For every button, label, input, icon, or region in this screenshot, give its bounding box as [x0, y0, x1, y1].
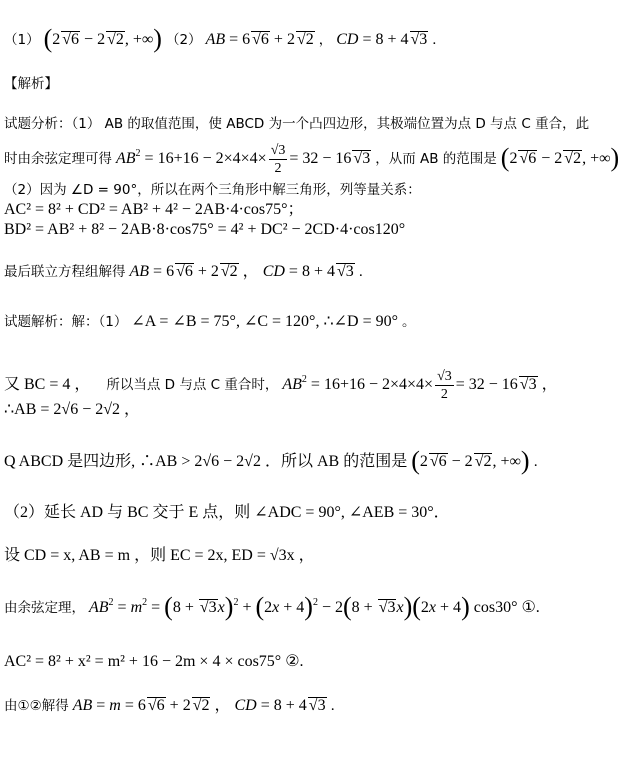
analysis-line-6: 最后联立方程组解得 AB = 6√ 6 + 2√ 2 ， CD = 8 + 4√ 3 ．: [4, 262, 372, 282]
solution-line-6: 设 CD = x, AB = m ，则 EC = 2x, ED = √3x ，: [4, 547, 315, 564]
solution-line-5: （2）延长 AD 与 BC 交于 E 点，则 ∠ADC = 90°, ∠AEB = 30°．: [4, 504, 450, 521]
solution-line-4: Q ABCD 是四边形, ∴AB > 2√6 − 2√2 ．所以 AB 的范围是 (2√ 6 − 2√ 2, +∞) ．: [4, 452, 547, 472]
solution-line-3: ∴AB = 2√6 − 2√2 ，: [4, 401, 141, 418]
fraction: $\frac{√3}{2}$: [270, 143, 286, 176]
section-heading: 【解析】: [4, 76, 58, 92]
sep: ，: [318, 32, 333, 48]
answer-end: ．: [432, 32, 446, 48]
answer-line: （1） (2√ 6 − 2√ 2, +∞) （2） AB = 6√ 6 + 2√ 2 ， CD = 8 + 4√ 3 ．: [4, 30, 446, 50]
analysis-line-5: BD² = AB² + 8² − 2AB·8·cos75° = 4² + DC² − 2CD·4·cos120°: [4, 221, 406, 238]
solution-line-8: AC² = 8² + x² = m² + 16 − 2m × 4 × cos75° ②.: [4, 653, 304, 670]
part1-label: （1）: [4, 32, 40, 48]
analysis-line-3: （2）因为 ∠D = 90°，所以在两个三角形中解三角形，列等量关系：: [4, 182, 421, 198]
part1-interval: (2√ 6 − 2√ 2, +∞): [44, 31, 162, 48]
solution-line-9: 由①②解得 AB = m = 6√ 6 + 2√ 2 ， CD = 8 + 4√ 3 ．: [4, 696, 344, 716]
analysis-line-1: 试题分析：（1） AB 的取值范围，使 ABCD 为一个凸四边形，其极端位置为点 D 与点 C 重合，此: [4, 116, 590, 132]
ab-answer: AB: [205, 31, 226, 48]
part2-label: （2）: [165, 32, 202, 48]
solution-line-1: 试题解析：解：（1） ∠A = ∠B = 75°, ∠C = 120°, ∴∠D = 90° 。: [4, 313, 416, 330]
solution-line-2: 又 BC = 4 ， 所以当点 D 与点 C 重合时， $AB^2 = 16+16 - 2\times 4\times 4\times$ $\frac{√3}{2}$ = 32 − 16√ 3 ，: [4, 368, 558, 403]
analysis-line-4: AC² = 8² + CD² = AB² + 4² − 2AB·4·cos75°；: [4, 201, 304, 218]
solution-line-7: 由余弦定理， $AB^2 = m^2 = (8$ + √ $3x)^2 + (2x + 4)^2 - 2(8$ + √ 3x)(2x + 4) cos30° ①.: [4, 598, 540, 618]
analysis-line-2: 时由余弦定理可得 $AB^2 = 16+16 - 2\times 4\times 4\times$ $\frac{√3}{2}$ = 32 − 16√ 3 ，从而 AB 的范围是 (2√ 6 − 2√ 2, +∞): [4, 142, 619, 177]
